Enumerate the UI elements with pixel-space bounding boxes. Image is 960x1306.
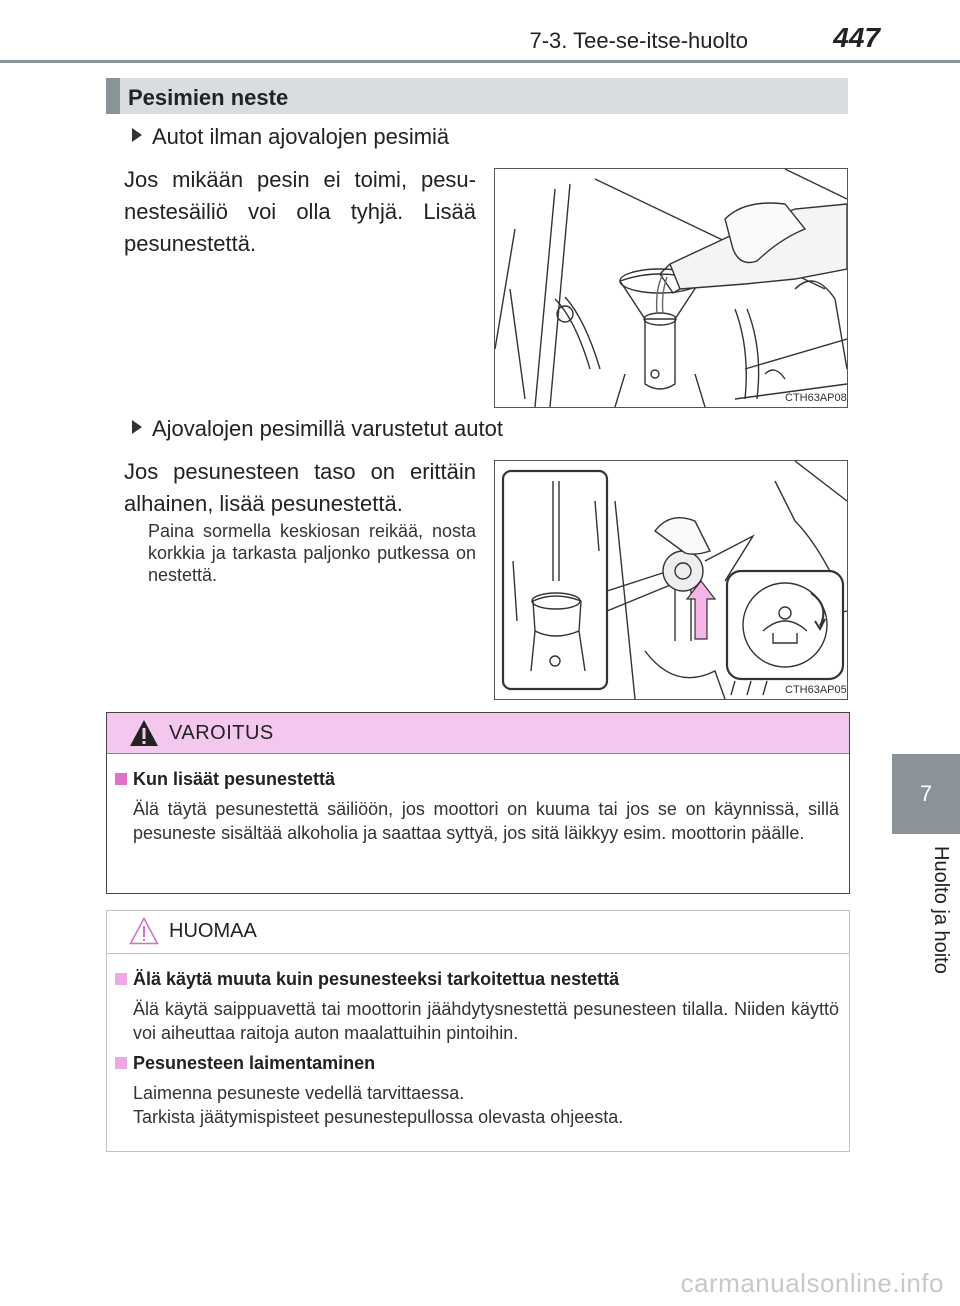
triangle-bullet-icon — [132, 128, 142, 142]
section-header — [106, 78, 848, 114]
warning-box — [106, 712, 850, 894]
warning-item-title-text: Kun lisäät pesunestettä — [133, 769, 336, 789]
figure2-code: CTH63AP052 — [785, 684, 847, 696]
notice-header — [107, 911, 849, 954]
caution-triangle-icon — [129, 917, 159, 945]
notice-box — [106, 910, 850, 1152]
washer-fill-illustration — [495, 169, 847, 407]
notice-item2-title — [115, 1053, 375, 1074]
warning-triangle-icon — [129, 719, 159, 747]
notice-item1-title — [115, 969, 619, 990]
case2-heading-text: Ajovalojen pesimillä varustetut autot — [152, 416, 503, 441]
case1-heading — [132, 124, 449, 150]
notice-item1-body: Älä käytä saippuavettä tai moottorin jäähdytysnestettä pesunesteen tilalla. Niiden käyttö voi aiheuttaa raitoja auton maalattuihin pintoihin. — [133, 999, 839, 1043]
washer-cap-illustration — [495, 461, 847, 699]
chapter-label: Huolto ja hoito — [930, 846, 952, 974]
page-number: 447 — [833, 22, 880, 53]
warning-label: VAROITUS — [169, 722, 274, 744]
warning-item-body: Älä täytä pesunestettä säiliöön, jos moottori on kuuma tai jos se on käynnissä, sillä pesuneste sisältää alkoholia ja saattaa syttyä, jos sitä läikkyy esim. moottorin päälle. — [133, 799, 839, 843]
case2-heading — [132, 416, 503, 442]
case1-text: Jos mikään pesin ei toimi, pesunestesäiliö voi olla tyhjä. Lisää pesunestettä. — [124, 167, 476, 256]
header-section-title: 7-3. Tee-se-itse-huolto — [529, 28, 748, 53]
notice-item2-title-text: Pesunesteen laimentaminen — [133, 1053, 376, 1073]
triangle-bullet-icon — [132, 420, 142, 434]
header-rule — [0, 60, 960, 63]
notice-label: HUOMAA — [169, 920, 257, 942]
case2-text: Jos pesunesteen taso on erittäin alhainen, lisää pesunestettä. — [124, 459, 476, 516]
chapter-tab: 7 — [892, 754, 960, 834]
notice-item2-body-line2: Tarkista jäätymispisteet pesunestepullossa olevasta ohjeesta. — [133, 1107, 624, 1127]
warning-item-title — [115, 769, 335, 790]
warning-header — [107, 713, 849, 754]
notice-item2-body-line1: Laimenna pesuneste vedellä tarvittaessa. — [133, 1083, 465, 1103]
notice-item1-title-text: Älä käytä muuta kuin pesunesteeksi tarkoitettua nestettä — [133, 969, 620, 989]
figure-washer-fill — [494, 168, 848, 408]
case1-heading-text: Autot ilman ajovalojen pesimiä — [152, 124, 450, 149]
case2-note: Paina sormella keskiosan reikää, nosta korkkia ja tarkasta paljonko putkessa on nestettä. — [148, 521, 476, 585]
figure-washer-cap — [494, 460, 848, 700]
section-accent — [106, 78, 120, 114]
pink-square-bullet-icon — [115, 1057, 127, 1069]
pink-square-bullet-icon — [115, 973, 127, 985]
pink-square-bullet-icon — [115, 773, 127, 785]
watermark: carmanualsonline.info — [680, 1268, 944, 1298]
section-title: Pesimien neste — [128, 85, 289, 110]
figure1-code: CTH63AP081 — [785, 392, 847, 404]
